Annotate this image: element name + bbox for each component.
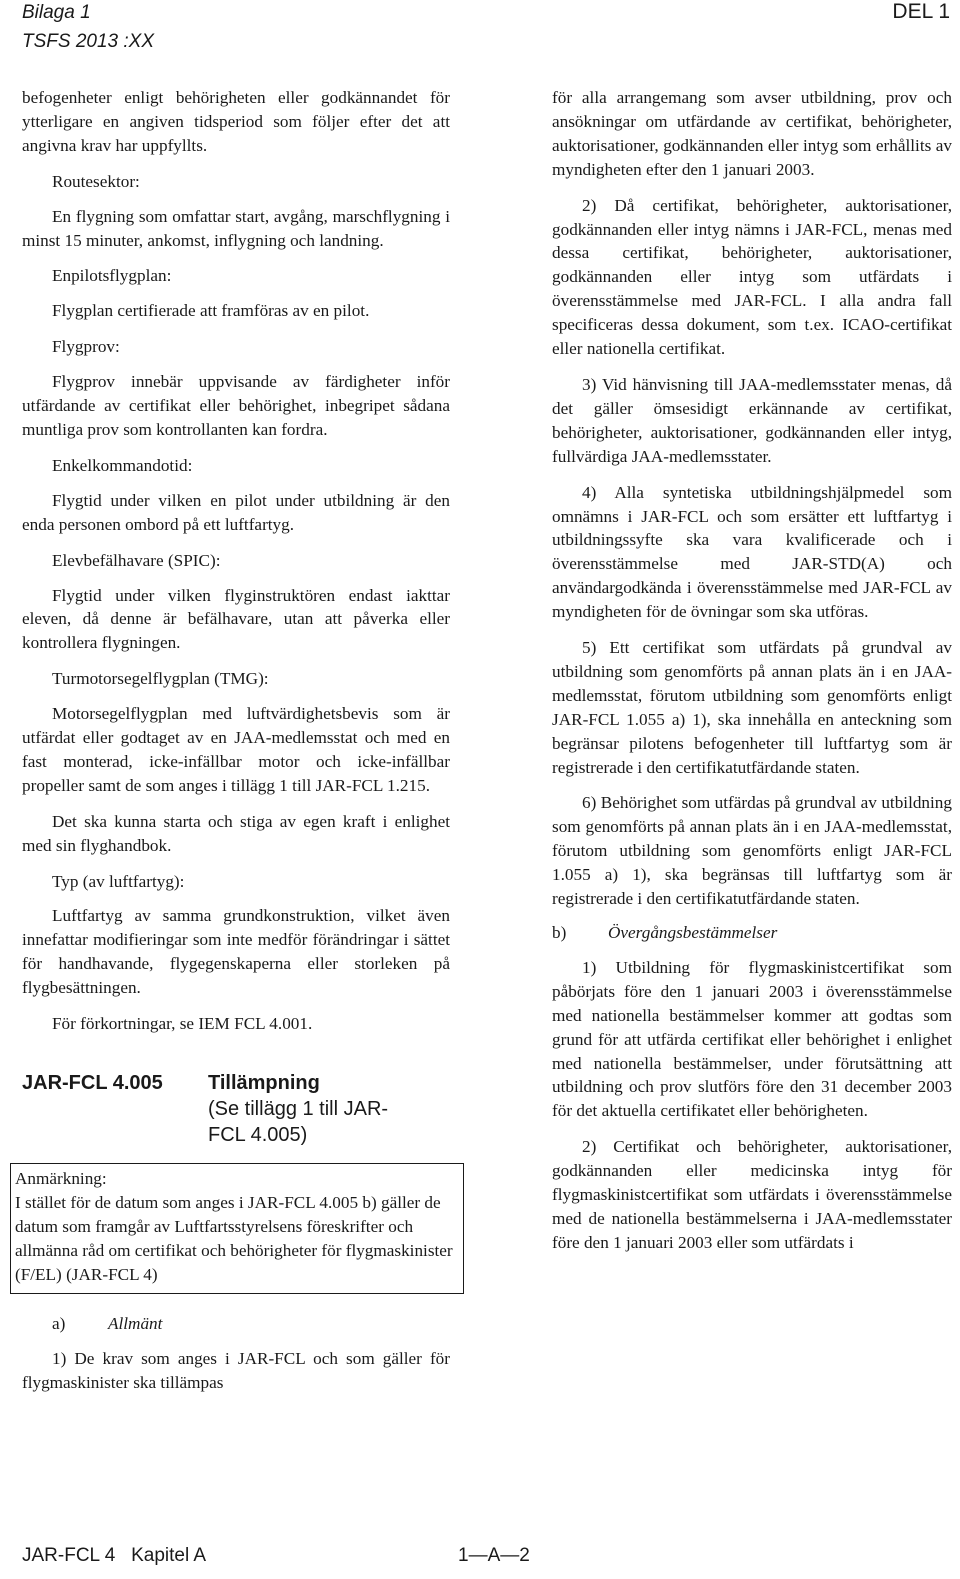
definition-typ: Luftfartyg av samma grundkonstruktion, vilket även innefattar modifieringar som inte medför förändringar i sättet för handhavande, flygegenskaperna eller storleken på flygbesättningen. [22,906,450,998]
header-regulation-id: TSFS 2013 :XX [22,31,155,52]
section-title: Tillämpning [208,1072,320,1094]
paragraph-a3: 3) Vid hänvisning till JAA-medlemsstater menas, då det gäller ömsesidigt erkännande av certifikat, behörigheter, auktorisationer, godkännanden eller intyg, fullvärdiga JAA-medlemsstater. [552,374,952,466]
term-flygprov: Flygprov: [52,337,120,357]
paragraph-a1: 1) De krav som anges i JAR-FCL och som gäller för flygmaskinister ska tillämpas [22,1349,450,1393]
definition-enkelkommandotid: Flygtid under vilken en pilot under utbildning är den enda personen ombord på ett luftfartyg. [22,490,450,534]
paragraph-a5: 5) Ett certifikat som utfärdats på grundval av utbildning som genomförts på annan plats än i en JAA-medlemsstat, förutom utbildning som genomförts enligt JAR-FCL 1.055 a) 1), ska innehålla en anteckning som begränsar pilotens befogenheter till luftfartyg som är registrerade i den certifikatutfärdande staten. [552,638,952,777]
term-typ: Typ (av luftfartyg): [52,871,185,891]
right-column [552,86,952,1255]
abbreviations-note: För förkortningar, se IEM FCL 4.001. [52,1014,313,1034]
remark-box [10,1163,464,1294]
header-appendix: Bilaga 1 [22,2,91,23]
term-turmotorsegelflygplan: Turmotorsegelflygplan (TMG): [52,669,269,689]
definition-turmotorsegelflygplan: Motorsegelflygplan med luftvärdighetsbevis som är utfärdat eller godtaget av en JAA-medlemsstat och med en fast monterad, icke-infällbar motor och icke-infällbar propeller samt de som anges i tillägg 1 till JAR-FCL 1.215. [22,704,450,795]
section-number: JAR-FCL 4.005 [22,1072,163,1094]
subsection-b-heading [552,921,952,945]
paragraph-a1-cont: för alla arrangemang som avser utbildning, prov och ansökningar om utfärdande av certifikat, behörigheter, auktorisationer, godkännanden eller intyg som erhållits av myndigheten efter den 1 januari 2003. [552,88,952,179]
paragraph-a6: 6) Behörighet som utfärdas på grundval av utbildning som genomförts på annan plats än i en JAA-medlemsstat, förutom utbildning som genomförts enligt JAR-FCL 1.055 a) 1), ska begränsas till luftfartyg som är registrerade i den certifikatutfärdande staten. [552,793,952,909]
section-heading [22,1070,450,1148]
term-routesektor: Routesektor: [52,171,140,191]
left-column [15,86,453,1395]
definition-elevbefalhavare: Flygtid under vilken flyginstruktören endast iakttar eleven, då denne är befälhavare, utan att påverka eller kontrollera flygningen. [22,585,450,653]
paragraph-a2: 2) Då certifikat, behörigheter, auktorisationer, godkännanden eller intyg nämns i JAR-FCL, menas med dessa certifikat, behörigheter, auktorisationer, godkännanden eller intyg som utfärdats i överensstämmelse med JAR-FCL. I alla andra fall specificeras dessa dokument, som t.ex. ICAO-certifikat eller nationella certifikat. [552,195,952,359]
paragraph-b1: 1) Utbildning för flygmaskinistcertifikat som påbörjats före den 1 januari 2003 i överensstämmelse med nationella bestämmelser kommer att godtas som grund för att utfärda certifikat eller behörighet i enlighet med nationella bestämmelser, under förutsättning att utbildning och prov slutförs före den 31 december 2003 för det aktuella certifikatet eller behörigheten. [552,957,952,1121]
definition-routesektor: En flygning som omfattar start, avgång, marschflygning i minst 15 minuter, ankomst, inflygning och landning. [22,206,450,250]
intro-paragraph: befogenheter enligt behörigheten eller godkännandet för ytterligare en angiven tidsperiod som följer efter det att angivna krav har uppfyllts. [22,88,450,155]
section-reference: (Se tillägg 1 till JAR-FCL 4.005) [208,1098,389,1146]
section-title-block [208,1070,424,1148]
footer-page-number: 1—A—2 [458,1545,530,1566]
subsection-a-title: Allmänt [108,1313,163,1333]
definition-turmotorsegelflygplan-cont: Det ska kunna starta och stiga av egen kraft i enlighet med sin flyghandbok. [22,811,450,855]
term-enkelkommandotid: Enkelkommandotid: [52,455,193,475]
paragraph-a4: 4) Alla syntetiska utbildningshjälpmedel som omnämns i JAR-FCL och som ersätter ett luftfartyg i utbildningssyfte ska vara kvalificerade och i överensstämmelse med JAR-STD(A) och användargodkända i överensstämmelse med JAR-FCL av myndigheten för de övningar som ska utföras. [552,482,952,622]
paragraph-b2: 2) Certifikat och behörigheter, auktorisationer, godkännanden eller medicinska intyg för flygmaskinistcertifikat som utfärdats i överensstämmelse med de nationella bestämmelserna i JAA-medlemsstater före den 1 januari 2003 eller som utfärdats i [552,1137,952,1252]
footer-chapter: JAR-FCL 4 Kapitel A [22,1545,207,1566]
term-elevbefalhavare: Elevbefälhavare (SPIC): [52,550,221,570]
subsection-a-heading [22,1312,450,1336]
remark-body: I stället för de datum som anges i JAR-FCL 4.005 b) gäller de datum som framgår av Luftfartsstyrelsens föreskrifter och allmänna råd om certifikat och behörigheter för flygmaskinister (F/EL) (JAR-FCL 4) [15,1192,453,1284]
subsection-a-letter: a) [52,1313,66,1333]
header-part: DEL 1 [892,0,950,23]
subsection-b-letter: b) [552,923,567,942]
definition-enpilotsflygplan: Flygplan certifierade att framföras av en pilot. [52,301,370,321]
definition-flygprov: Flygprov innebär uppvisande av färdigheter inför utfärdande av certifikat eller behörighet, inbegripet sådana muntliga prov som kontrollanten kan fordra. [22,372,450,439]
remark-title: Anmärkning: [15,1169,107,1188]
term-enpilotsflygplan: Enpilotsflygplan: [52,266,172,286]
subsection-b-title: Övergångsbestämmelser [608,923,778,942]
